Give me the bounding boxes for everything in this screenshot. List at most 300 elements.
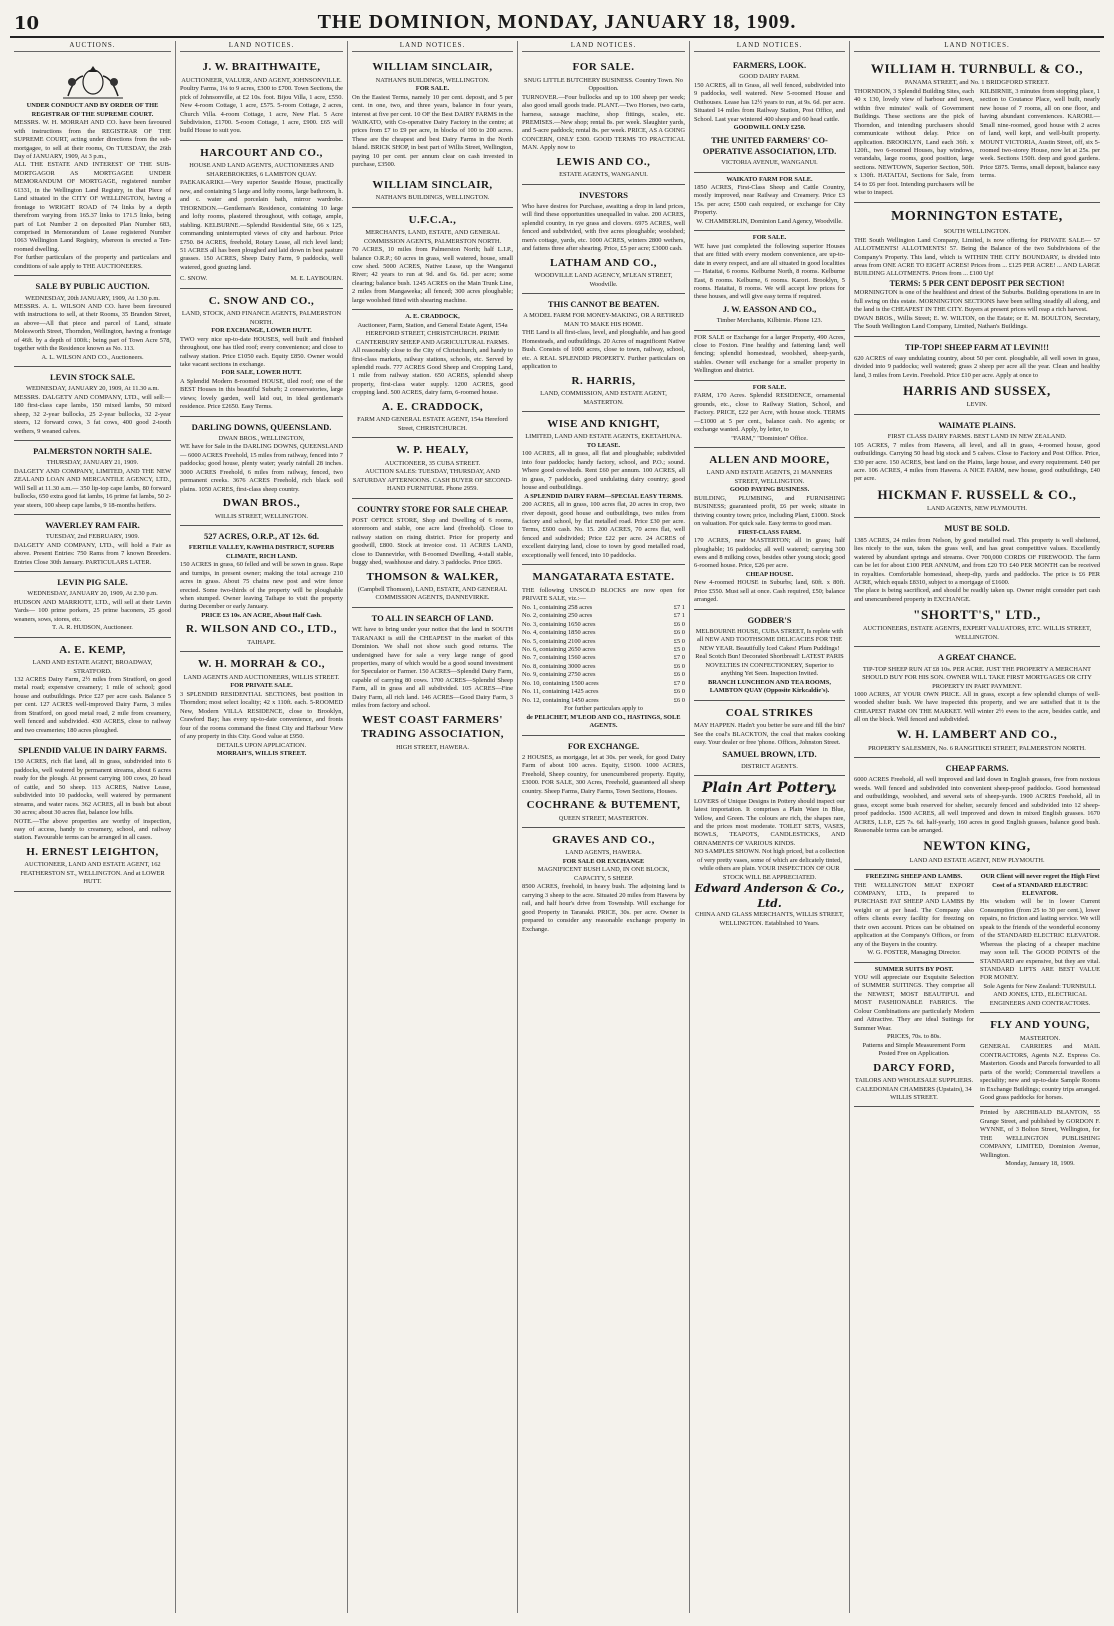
ad-body: GENERAL CARRIERS and MAIL CONTRACTORS, Agents N.Z. Express Co. Masterton. Goods and Parcels forwarded to all parts of the world; Commercial travellers a speciality; new and up-to-date Sample Rooms in Exchange Buildings; country trips arranged. Good grass paddocks for horses.	[980, 1043, 1100, 1101]
ad-heading: UNDER CONDUCT AND BY ORDER OF THE REGISTRAR OF THE SUPREME COURT.	[26, 102, 159, 118]
ad-body: WE have just completed the following superior Houses that are fitted with every modern convenience, are up-to-date in every respect, and are all situated in good localities— Hataitai, 6 rooms. Kelburne North, 8 rooms. Kelburne East, 8 rooms. Kelburne, 6 rooms. Karori. Brooklyn, 5 rooms. Hataitai, 8 rooms. We will accept low prices for these houses, and will give easy terms if required.	[694, 242, 845, 301]
ad-allen-moore	[694, 448, 845, 610]
advertiser-name: A. E. CRADDOCK,	[405, 313, 460, 321]
ad-body: 150 ACRES, rich flat land, all in grass, subdivided into 6 paddocks, well watered by permanent streams, about 6 acres ready for the plough. At present carrying 100 cows, 20 head of cattle, and 50 sheep. 113 ACRES, Native Lease, subdivided into 10 paddocks, well watered by permanent streams, and water races. 362 ACRES, all in bush but about 30 acres; about 30 acres flat, balance low hills.	[14, 758, 171, 817]
ad-body: MESSRS. W. H. MORRAH AND CO. have been favoured with instructions from the REGISTRAR OF THE SUPREME COURT, acting under directions from the sub-mortgagee, to sell at their rooms, On TUESDAY, the 26th Day of JANUARY, 1909, At 3 p.m.,	[14, 119, 171, 160]
ad-dairy-farms	[14, 740, 171, 892]
ad-body: 70 ACRES, 10 miles from Palmerston North; half L.I.P., balance O.R.P.; 60 acres in grass, well watered, house, small cow shed. 5000 ACRES, Native Lease, up the Wanganui River; 42 years to run at 9d. and 6s. 6d. per acre; some clearing; balance bush. 1245 ACRES on the Main Trunk Line, 2 miles from Mangaweka; all fenced; 300 acres ploughable; large woolshed fitted with shearing machine.	[352, 246, 513, 304]
block-label: No. 4, containing 1850 acres	[522, 629, 596, 637]
block-label: No. 7, containing 1560 acres	[522, 654, 596, 662]
block-label: No. 9, containing 2750 acres	[522, 671, 596, 679]
advertiser-address: AUCTIONEER, LAND AND ESTATE AGENT, 162 FEATHERSTON ST., WELLINGTON. And at LOWER HUTT.	[20, 861, 165, 886]
ad-waikato-farm	[694, 173, 845, 232]
advertiser-name: SAMUEL BROWN, LTD.	[722, 749, 817, 760]
column-land-notices-3	[518, 41, 690, 1613]
ad-levin-pig-sale	[14, 572, 171, 637]
ad-signature: de PELICHET, M'LEOD AND CO., HASTINGS, SOLE AGENTS.	[526, 713, 681, 730]
ad-ufca	[352, 208, 513, 311]
ad-graves	[522, 828, 685, 938]
ad-foxton-exchange	[694, 331, 845, 381]
ad-heading: SUMMER SUITS BY POST.	[874, 965, 954, 973]
ad-signature: A. L. WILSON AND CO., Auctioneers.	[41, 353, 144, 361]
ad-mornington	[854, 203, 1100, 337]
ad-agents: DWAN BROS., Willis Street; E. W. WILTON, on the Estate; or E. M. BOULTON, Secretary, The South Wellington Land Company, Limited, Nathan's Buildings.	[854, 314, 1100, 331]
ad-body: 1000 ACRES, AT YOUR OWN PRICE. All in grass, except a few splendid clumps of well-wooded shelter bush. We have inspected this property, and we are satisfied that it is the CHEAPEST FARM ON THE MARKET. Will winter 2½ ewes to the acre, besides cattle, and all on the block. Well fenced and subdivided.	[854, 690, 1100, 724]
ad-levin-sheep	[854, 337, 1100, 415]
ad-body: THE WELLINGTON MEAT EXPORT COMPANY, LTD., Is prepared to PURCHASE FAT SHEEP AND LAMBS By weight or at per head. The Company also offers clients every facility for freezing on their own account. Prices can be obtained on application at the Company's Offices, or from any of the Buyers in the country.	[854, 881, 974, 948]
advertiser-name: J. W. EASSON AND CO.,	[722, 303, 817, 314]
advertiser-address: TAILORS AND WHOLESALE SUPPLIERS. CALEDONIAN CHAMBERS (Upstairs), 34 WILLIS STREET.	[854, 1077, 974, 1101]
advertiser-name: R. WILSON AND CO., LTD.,	[185, 623, 338, 636]
advertiser-address: LAND AGENTS AND AUCTIONEERS, WILLIS STREET.	[183, 673, 340, 681]
advertiser-name: MANGATARATA ESTATE.	[532, 571, 675, 584]
ad-footer: DETAILS UPON APPLICATION.	[216, 741, 307, 749]
block-label: No. 3, containing 1650 acres	[522, 620, 596, 628]
ad-heading: LEVIN PIG SALE.	[57, 577, 128, 588]
ad-body: HUDSON AND MARRIOTT, LTD., will sell at their Levin Yards— 100 prime porkers, 25 prime baconers, 25 good weaners, sows, stores, etc.	[14, 598, 171, 623]
advertiser-name: WILLIAM H. TURNBULL & CO.,	[870, 61, 1084, 77]
ad-must-be-sold	[854, 518, 1100, 647]
ad-heading: OUR Client will never regret the High First Cost of a STANDARD ELECTRIC ELEVATOR.	[980, 873, 1100, 897]
advertiser-address: AUCTIONEER, 35 CUBA STREET.	[384, 459, 481, 467]
ad-darling-downs	[180, 417, 343, 526]
ad-signature: W. CHAMBERLIN, Dominion Land Agency, Woodville.	[696, 217, 843, 225]
ad-body: WE have for Sale in the DARLING DOWNS, QUEENSLAND— 6000 ACRES Freehold, 15 miles from railway, fenced into 7 paddocks; good house, plenty water; yearly rainfall 28 inches. 3000 ACRES Freehold, 6 miles from railway, fenced, two permanent creeks. 3676 ACRES Freehold, rich black soil plains. 1050 ACRES, first-class sheep country.	[180, 443, 343, 493]
ad-heading: MAGNIFICENT BUSH LAND, IN ONE BLOCK, CAPACITY, 5 SHEEP.	[537, 866, 670, 882]
ad-body: 8500 ACRES, freehold, in heavy bush. The adjoining land is carrying 3 sheep to the acre. Situated 20 miles from Hawera by rail, and half hour's drive from Township. Will exchange for good Property in Taranaki. PRICE, 30s. per acre. Owner is prepared to consider any reasonable exchange property in Exchange.	[522, 883, 685, 933]
table-row	[522, 697, 685, 705]
ad-date: TUESDAY, 2nd FEBRUARY, 1909.	[45, 533, 140, 541]
ad-body: YOU will appreciate our Exquisite Selection of SUMMER SUITINGS. They comprise all the NEWEST, MOST BEAUTIFUL and MOST FASHIONABLE FABRICS. The Colour Combinations are particularly Modern and Attractive. They are ideal Suitings for Summer Wear.	[854, 974, 974, 1032]
advertiser-address: LAND AND ESTATE AGENT, NEW PLYMOUTH.	[909, 856, 1045, 864]
ad-snow	[180, 289, 343, 417]
advertiser-name: THOMSON & WALKER,	[366, 570, 499, 583]
table-row	[522, 621, 685, 629]
block-price: £7 0	[673, 679, 685, 687]
ad-body: 105 ACRES, 7 miles from Hawera, all level, and all in grass, 4-roomed house, good outbuildings. Carrying 50 head big stock and 5 calves. Close to Factory and Post Office. Price, £30 per acre. 150 ACRES, best land on the Plains, large house, and every requirement. £40 per acre. 106 ACRES, 4 miles from Hawera. A NICE FARM, new house, good outbuildings, £40 per acre.	[854, 441, 1100, 483]
ad-butchery	[522, 55, 685, 185]
advertiser-name: NEWTON KING,	[923, 838, 1031, 854]
ad-wise-knight	[522, 412, 685, 565]
ad-footer: BRANCH LUNCHEON AND TEA ROOMS, LAMBTON QUAY (Opposite Kirkcaldie's).	[708, 678, 831, 695]
table-row	[522, 646, 685, 654]
ad-body: MESSRS. A. L. WILSON AND CO. have been favoured with instructions to sell, at their Rooms, 35 Brandon Street, as above—All that piece and parcel of Land, situate Molesworth Street, Thorndon, Wellington, having a frontage of 46ft. by a depth of 100ft.; being part of Town Acre 578, together with the Residence known as No. 113.	[14, 302, 171, 353]
ad-harcourt	[180, 141, 343, 289]
ad-subhead-2: FOR SALE, LOWER HUTT.	[221, 369, 302, 377]
block-price: £6 0	[673, 629, 685, 637]
blocks-table	[522, 604, 685, 705]
advertiser-name: Edward Anderson & Co., Ltd.	[694, 882, 845, 910]
ad-body: PAEKAKARIKI.—Very superior Seaside House, practically new, and containing 5 large and lofty rooms, large bathroom, h. and c. water and porcelain bath, mirror wardrobe. THORNDON.—Gentleman's Residence, containing 10 large and lofty rooms, plastered throughout, with cottage, ample, stabling. KELBURNE.—Splendid Residential Site, 66 x 125, commanding uninterrupted views of city and harbour. Price £750. 84 ACRES, freehold, Rotary Lease, all rich level land; 51 ACRES all has been ploughed and laid down in best pasture grasses. 150 ACRES, Sheep Dairy Farm, 9 paddocks, well watered, good grazing land.	[180, 179, 343, 271]
ad-heading: MORNINGTON ESTATE,	[891, 208, 1063, 224]
ad-body-2: ALL THE ESTATE AND INTEREST OF THE SUB-MORTGAGOR AS MORTGAGEE UNDER MEMORANDUM OF MORTGAGE, registered number 61331, in the Wellington Land Registry, in that Piece of Land situated in the CITY OF WELLINGTON, having a frontage to WRIGHT ROAD of 74 links by a depth therefrom varying from 165.37 links to 171.5 links, being part of Lot Number 2 on deposited Plan Number 683, comprised in Memorandum of Lease registered Number 1063 Wellington Land Registry, whereon is erected a Ten-roomed dwelling.	[14, 161, 171, 253]
block-label: No. 1, containing 258 acres	[522, 603, 593, 611]
ad-body: On the Easiest Terms, namely 10 per cent. deposit, and 5 per cent. in one, two, and three years, balance in four years, interest at five per cent. 10 OF the Best DAIRY FARMS in the WAIKATO, with Co-operative Dairy Factory in the centre; at prices from £7 to £9 per acre, in blocks of 100 to 200 acres. These are the cheapest and best Dairy Farms in the North Island. BRICK SHOP, in best part of Willis Street, Wellington, paying 10 per cent. per annum clear on cash invested in purchase, £3500.	[352, 93, 513, 169]
ad-wilson-sale	[14, 276, 171, 367]
ad-levin-stock	[14, 367, 171, 441]
ad-footer: The place is being sacrificed, and should be readily taken up. Owner might consider part cash and unencumbered property in EXCHANGE.	[854, 587, 1100, 603]
ad-body: MELBOURNE HOUSE, CUBA STREET, Is replete with all NEW AND TOOTHSOME DELICACIES FOR THE NEW YEAR. Beautifully Iced Cakes! Plum Puddings! Real Scotch Bun! Decorated Shortbread! LATEST PARIS NOVELTIES IN CONFECTIONERY, Superior to anything Yet Seen. Inspection Invited.	[695, 627, 844, 678]
ad-signature: MORRAH'S, WILLIS STREET.	[216, 749, 307, 757]
ad-subhead-3: CHEAP HOUSE.	[745, 570, 794, 578]
advertiser-address: WOODVILLE LAND AGENCY, M'LEAN STREET, Woodville.	[534, 272, 673, 288]
advertiser-address: FARM AND GENERAL ESTATE AGENT, 154a Hereford Street, CHRISTCHURCH.	[357, 416, 508, 432]
ad-subhead-2: A SPLENDID DAIRY FARM—SPECIAL EASY TERMS.	[524, 492, 683, 500]
ad-footer: For further particulars apply to	[564, 705, 643, 713]
table-row	[522, 654, 685, 662]
ad-mangatarata	[522, 565, 685, 735]
ad-subhead-2: FIRST-CLASS FARM.	[738, 528, 801, 536]
advertiser-name-2: WILLIAM SINCLAIR,	[372, 178, 493, 191]
advertiser-name: A. E. KEMP,	[59, 643, 126, 656]
advertiser-address: LAND AND ESTATE AGENT, BROADWAY, STRATFORD.	[32, 659, 153, 675]
ad-body: 1850 ACRES, First-Class Sheep and Cattle Country, mostly improved, near Railway and Creamery. Price £3 15s. per acre; £500 cash required, or exchange for City Property.	[694, 183, 845, 217]
ad-body: WE have to bring under your notice that the land in SOUTH TARANAKI is still the CHEAPEST in the market of this Dominion. We shall not show such good returns. The undersigned have for sale a very large range of good properties, many of which would be a good sound investment for Speculator or Farmer. 150 ACRES—Splendid Dairy Farm, capable of carrying 80 cows. 1700 ACRES—Splendid Sheep Farm, all in grass and all subdivided. 105 ACRES—Fine Dairy Farm, all rich land. 146 ACRES—Good Dairy Farm, 3 miles from factory and school.	[352, 626, 513, 710]
column-land-notices-wide	[690, 41, 1104, 1613]
ad-body: LOVERS of Unique Designs in Pottery should inspect our latest importation. It comprises a Plain Ware in Blue, Yellow, and Green. The colours are rich, the shapes rare, and the prices most moderate. TOILET SETS, VASES, BOWLS, TEAPOTS, CANDLESTICKS, AND ORNAMENTS OF VARIOUS KINDS.	[694, 797, 845, 847]
ad-waimate-plains	[854, 415, 1100, 519]
ad-heading: WAVERLEY RAM FAIR.	[45, 520, 140, 531]
ad-body: TWO very nice up-to-date HOUSES, well built and finished throughout, one has tiled roof; every convenience; and close to railway station. Price £1050 each. Equity £850. Owner would take vacant sections in exchange.	[180, 335, 343, 369]
ad-kawhia	[180, 526, 343, 652]
table-row	[522, 629, 685, 637]
subcolumn-left	[690, 41, 850, 1613]
ad-heading: WAIKATO FARM FOR SALE.	[726, 175, 813, 183]
ad-body: 1385 ACRES, 24 miles from Nelson, by good metalled road. This property is well sheltered, lies nicely to the sun, takes the grass well, and has great competitive values. Excellently watered by abundant springs and streams. Over 700,000 CORDS OF FIREWOOD. The farm can be let for about £100 PER ANNUM, and from £20 TO £40 PER MONTH can be received in royalties. Comfortable homestead, sheep-dip, yards and paddocks. The price is £6 PER ACRE, which equals £8310, subject to a mortgage of £1600.	[854, 536, 1100, 586]
ad-heading: TO ALL IN SEARCH OF LAND.	[371, 612, 494, 623]
advertiser-name: W. H. LAMBERT AND CO.,	[896, 726, 1058, 741]
advertiser-name: R. HARRIS,	[571, 374, 636, 387]
ad-date: WEDNESDAY, JANUARY 20, 1909, At 11.30 a.m.	[25, 385, 160, 393]
ad-body: THE South Wellington Land Company, Limited, is now offering for PRIVATE SALE— 57 ALLOTMENTS! ALLOTMENTS! 57. Being the Balance of the two Subdivisions of the Company's Property. This land, which is WITHIN THE CITY BOUNDARY, is divided into areas from ONE ACRE TO EIGHT ACRES! Prices from ... £125 PER ACRE! ... AND LARGE BUILDING ALLOTMENTS. Prices from ... £100 Up!	[854, 236, 1100, 278]
ad-freezing-sheep	[854, 870, 974, 963]
ad-craddock	[352, 310, 513, 438]
advertiser-address: DISTRICT AGENTS.	[741, 762, 798, 770]
ad-body: DALGETY AND COMPANY, LIMITED, AND THE NEW ZEALAND LOAN AND MERCANTILE AGENCY, LTD., Will Sell at 11.30 a.m.— 350 lip-top cape lambs, 80 forward bullocks, 650 extra good fat lambs, 16 prime fat lambs, 50 2-year steers, 100 sheep cape lambs, 9 18-months heifers.	[14, 467, 171, 509]
advertiser-address-2: NATHAN'S BUILDINGS, WELLINGTON.	[375, 194, 490, 202]
block-price: £7 0	[673, 654, 685, 662]
signature-right: M. E. LAYBOURN.	[290, 275, 343, 283]
ad-braithwaite	[180, 55, 343, 141]
advertiser-name: W. H. MORRAH & CO.,	[197, 658, 326, 671]
ad-body: MAY HAPPEN. Hadn't you better be sure and fill the bin? See the coal's BLACKTON, the coal that makes cooking easy. Your dealer or free 'phone. Offices, Johnston Street.	[694, 722, 845, 746]
advertiser-name-2: A. E. CRADDOCK,	[381, 400, 484, 413]
page-number: 10	[14, 13, 40, 34]
ad-terms: TERMS: 5 PER CENT DEPOSIT PER SECTION!	[889, 278, 1065, 288]
ad-subhead: TO LEASE.	[586, 441, 621, 449]
block-label: No. 5, containing 2100 acres	[522, 637, 596, 645]
advertiser-name: LATHAM AND CO.,	[550, 256, 657, 269]
ad-heading: SALE BY PUBLIC AUCTION.	[35, 281, 150, 292]
advertiser-address: WILLIS STREET, WELLINGTON.	[214, 512, 308, 520]
advertiser-name: "SHORTT'S," LTD.,	[913, 607, 1041, 623]
ad-morrah	[180, 652, 343, 762]
advertiser-address: NATHAN'S BUILDINGS, WELLINGTON.	[375, 76, 490, 84]
block-price: £5 0	[673, 645, 685, 653]
ad-body: FOR SALE or Exchange for a larger Property, 490 Acres, close to Foxton. Fine healthy and fattening land; well fencing; splendid homestead, woolshed, sheep-yards, stables. Owner will exchange for a smaller property in Wellington and district.	[694, 333, 845, 375]
column-heading: LAND NOTICES.	[854, 41, 1100, 52]
ad-date: WEDNESDAY, JANUARY 20, 1909, At 2.30 p.m.	[27, 590, 158, 598]
ad-date: THURSDAY, JANUARY 21, 1909.	[46, 459, 139, 467]
ad-subhead: FOR SALE.	[415, 85, 450, 93]
advertiser-address: MERCHANTS, LAND, ESTATE, AND GENERAL COMMISSION AGENTS, PALMERSTON NORTH.	[363, 229, 502, 245]
block-label: No. 12, containing 1450 acres	[522, 696, 599, 704]
ad-palmerston-sale	[14, 441, 171, 515]
column-heading: LAND NOTICES.	[352, 41, 513, 52]
ad-date: WEDNESDAY, 20th JANUARY, 1909, At 1.30 p.m.	[25, 294, 160, 302]
block-label: No. 8, containing 3000 acres	[522, 662, 596, 670]
ad-heading: COUNTRY STORE FOR SALE CHEAP.	[357, 503, 508, 514]
ad-body: 3 SPLENDID RESIDENTIAL SECTIONS, best position in Thorndon; most select locality; 42 x 110ft. each. 5-ROOMED New, Modern VILLA RESIDENCE, close to Brooklyn, Crawford Bay; has every up-to-date convenience, and fronts four of the rooms command the finest City and Harbour View of any property in this City. Good value at £950.	[180, 690, 343, 741]
ad-subhead: FOR EXCHANGE, LOWER HUTT.	[211, 327, 312, 335]
ad-heading: FOR SALE.	[572, 61, 635, 74]
ad-footer: For further particulars of the property and particulars and conditions of sale apply to THE AUCTIONEERS.	[14, 254, 171, 270]
ad-body: MESSRS. DALGETY AND COMPANY, LTD., will sell:— 180 first-class cape lambs, 150 mixed lambs, 50 mixed sheep, 32 2-year bullocks, 25 2-year bullocks, 32 2-year steers, 12 forward cows, 3 fat cows, 400 good 2-tooth wethers, 9 weaned calves.	[14, 393, 171, 435]
ad-subhead: A MODEL FARM FOR MONEY-MAKING, OR A RETIRED MAN TO MAKE HIS HOME.	[523, 312, 684, 328]
ad-subhead: SOUTH WELLINGTON.	[943, 228, 1011, 236]
ad-heading: A GREAT CHANCE.	[937, 652, 1017, 663]
advertiser-name: HARRIS AND SUSSEX,	[903, 383, 1051, 399]
imprint	[980, 1107, 1100, 1168]
ad-subhead: SNUG LITTLE BUTCHERY BUSINESS. Country Town. No Opposition.	[524, 76, 683, 93]
advertiser-name: ALLEN AND MOORE,	[709, 453, 830, 466]
block-label: No. 10, containing 1500 acres	[522, 679, 599, 687]
advertiser-address: VICTORIA AVENUE, WANGANUI.	[721, 159, 818, 167]
column-heading: AUCTIONS.	[14, 41, 171, 52]
table-row	[522, 688, 685, 696]
ad-body: 2 HOUSES, as mortgage, let at 30s. per week, for good Dairy Farm of about 100 acres. Equity, £1900. 1000 ACRES, Freehold, Sheep country, for unencumbered property. Equity, £3000. FOR SALE, 300 Acres, Freehold, guaranteed all sheep country. Sheep Farms, Dairy Farms, Town Sections, Houses.	[522, 753, 685, 795]
ad-south-taranaki	[352, 608, 513, 756]
ad-heading: FOR SALE.	[752, 383, 787, 391]
columns	[10, 41, 1104, 1613]
advertiser-address: AUCTIONEERS, ESTATE AGENTS, EXPERT VALUATORS, ETC. WILLIS STREET, WELLINGTON.	[862, 625, 1092, 641]
ad-farmers-look	[694, 55, 845, 172]
ad-fly-young	[980, 1013, 1100, 1107]
ad-body: THE following UNSOLD BLOCKS are now open for PRIVATE SALE, viz.:—	[522, 586, 685, 603]
printer-imprint: Printed by ARCHIBALD BLANTON, 55 Grange Street, and published by GORDON F. WYNNE, of 3 Bolton Street, Wellington, for THE WELLINGTON PUBLISHING COMPANY, LIMITED, Dominion Avenue, Wellington.	[980, 1109, 1100, 1159]
advertiser-address: MASTERTON.	[1019, 1034, 1061, 1042]
ad-subhead: FOR SALE OR EXCHANGE	[562, 857, 645, 865]
ad-body-2: MORNINGTON is one of the healthiest and driest of the Suburbs. Building operations in are in full swing on this estate. MORNINGTON SECTIONS have been selling steadily all along, and the land is the CHEAPEST IN THE CITY. Buyers at present prices will reap a rich harvest.	[854, 289, 1100, 314]
table-row	[522, 638, 685, 646]
advertiser-address: QUEEN STREET, MASTERTON.	[558, 814, 649, 822]
ad-turnbull	[854, 55, 1100, 203]
column-heading: LAND NOTICES.	[694, 41, 845, 52]
ad-subhead: GOOD PAYING BUSINESS.	[729, 486, 810, 494]
newspaper-title: THE DOMINION, MONDAY, JANUARY 18, 1909.	[317, 11, 797, 33]
block-price: £7 1	[673, 603, 685, 611]
ad-note: NOTE.—The above properties are worthy of inspection, easy of access, handy to creamery, school, and railway station. Favourable terms can be arranged in all cases.	[14, 817, 171, 842]
ad-subhead: Auctioneer, Farm, Station, and General Estate Agent, 154a HEREFORD STREET, CHRISTCHURCH. PRIME CANTERBURY SHEEP AND AGRICULTURAL FARMS.	[355, 321, 510, 346]
ad-footer: NO SAMPLES SHOWN. Not high priced, but a collection of very pretty vases, some of which are delicately tinted, while others are plain. YOUR INSPECTION OF OUR STOCK WILL BE APPRECIATED.	[694, 848, 845, 881]
advertiser-address: LAND, STOCK, AND FINANCE AGENTS, PALMERSTON NORTH.	[181, 310, 342, 326]
ad-price: PRICE £3 10s. AN ACRE, About Half Cash.	[201, 611, 322, 619]
column-land-notices-2	[348, 41, 518, 1613]
ad-heading: FOR SALE.	[752, 234, 787, 242]
advertiser-address: PROPERTY SALESMEN, No. 6 RANGITIKEI STREET, PALMERSTON NORTH.	[868, 744, 1086, 752]
ad-coal-strikes	[694, 701, 845, 777]
ad-heading: Plain Art Pottery.	[702, 780, 837, 797]
ad-easson	[694, 231, 845, 330]
column-auctions	[10, 41, 176, 1613]
ad-subhead: TIP-TOP SHEEP RUN AT £8 10s. PER ACRE. JUST THE PROPERTY A MERCHANT SHOULD BUY FOR HIS SON. OWNER WILL TAKE FIRST MORTGAGES OR CITY PROPERTY IN PART PAYMENT.	[862, 665, 1092, 690]
ad-great-chance	[854, 647, 1100, 758]
ad-heading: PALMERSTON NORTH SALE.	[33, 446, 152, 457]
ad-body: 150 ACRES, all in Grass, all well fenced, subdivided into 9 paddocks, well watered. New 5-roomed House and Outhouses. Lease has 12½ years to run, at 9s. 6d. per acre. Situated 14 miles from Railway Station, Post Office, and School. Last year wintered 400 sheep and 60 head cattle.	[694, 81, 845, 123]
ad-heading: TIP-TOP! SHEEP FARM AT LEVIN!!!	[905, 341, 1049, 352]
ad-signature: W. G. FOSTER, Managing Director.	[867, 949, 961, 957]
advertiser-address: Timber Merchants, Kilbirnie. Phone 123.	[716, 317, 823, 325]
ad-subhead: FERTILE VALLEY, KAWHIA DISTRICT, SUPERB CLIMATE, RICH LAND.	[188, 544, 335, 560]
ad-signature: Sole Agents for New Zealand: TURNBULL AND JONES, LTD., ELECTRICAL ENGINEERS AND CONTRACTORS.	[983, 982, 1097, 1007]
table-row	[522, 680, 685, 688]
ad-heading: CHEAP FARMS.	[945, 763, 1009, 774]
ad-body: TURNOVER.—Four bullocks and up to 100 sheep per week; also good small goods trade. PLANT.—Two Horses, two carts, harness, sausage machine, shop fittings, scales, etc. PREMISES.—New shop; rental 8s. per week. Slaughter yards, and 5-acre paddock; rental 8s. per week. PRICE, AS A GOING CONCERN, ONLY £300. GOOD TERMS TO PRACTICAL MAN. Apply now to	[522, 93, 685, 152]
advertiser-name: H. ERNEST LEIGHTON,	[26, 845, 159, 858]
ad-heading: COAL STRIKES	[725, 706, 814, 719]
ad-model-farm	[522, 294, 685, 412]
ad-body: All reasonably close to the City of Christchurch, and handy to first-class markets, railway stations, schools, etc. Served by splendid roads. 777 ACRES Good Sheep and Cropping Land, 1 mile from railway station. 650 ACRES, splendid sheep property, first-class water supply. 1200 ACRES, good cropping land. 500 ACRES, dairy farm, 6-roomed house.	[352, 347, 513, 397]
column-land-notices-1	[176, 41, 348, 1613]
ad-body-right: KILBIRNIE, 3 minutes from stopping place, 1 section to Coutance Place, well built, nearly new house of 7 rooms, all on one floor, and having abundant conveniences. KARORI.—Small nine-roomed, good house with 2 acres of land, well kept, and well-built property. MOUNT VICTORIA, Austin Street, off, six 5-roomed two-storey House, now let at 25s. per week. Sections 150ft. deep and good gardens. Price £875. Terms, small deposit, balance easy terms.	[980, 87, 1100, 180]
ad-body: DALGETY AND COMPANY, LTD., will hold a Fair as above. Present Entries: 750 Rams from 7 known Breeders. Entries Close 30th January. PARTICULARS LATER.	[14, 541, 171, 566]
advertiser-address: PANAMA STREET, and No. 1 BRIDGFORD STREET.	[904, 79, 1050, 87]
advertiser-name: THE UNITED FARMERS' CO-OPERATIVE ASSOCIATION, LTD.	[702, 134, 837, 156]
ad-heading: WAIMATE PLAINS.	[938, 419, 1016, 430]
bottom-ads-left	[854, 870, 974, 1169]
ad-body: AUCTION SALES: TUESDAY, THURSDAY, AND SATURDAY AFTERNOONS. CASH BUYER OF SECOND-HAND FURNITURE. Phone 2959.	[352, 468, 513, 493]
ad-body: 620 ACRES of easy undulating country, about 50 per cent. ploughable, all well sown in grass, divided into 9 paddocks; well watered; grass 2 sheep per acre all the year. Clean and healthy land, 3 miles from Levin. Freehold. Price £10 per acre. Apply at once to	[854, 354, 1100, 379]
ad-heading: LEVIN STOCK SALE.	[49, 372, 136, 383]
table-row	[522, 604, 685, 612]
ad-cheap-farms	[854, 758, 1100, 870]
advertiser-name: HICKMAN F. RUSSELL & CO.,	[877, 486, 1077, 502]
ad-heading: SPLENDID VALUE IN DAIRY FARMS.	[18, 745, 167, 756]
ad-standard-elevator	[980, 870, 1100, 1013]
bottom-ads	[854, 870, 1100, 1169]
table-row	[522, 671, 685, 679]
subcolumn-right	[850, 41, 1104, 1613]
ad-body-2: 170 ACRES, near MASTERTON; all in grass; half ploughable; 16 paddocks; all well watered; carrying 300 ewes and 8 milking cows, besides other young stock; good 6-roomed house. Price, £26 per acre.	[694, 537, 845, 570]
ad-body: POST OFFICE STORE, Shop and Dwelling of 6 rooms, storeroom and stable, one acre land (freehold). Close to railway station on rising district. Price for property and goodwill, £800. Stock at invoice cost. 11 ACRES LAND, close to Dannevirke, with 8-roomed Dwelling, 4-stall stable, buggy shed, washhouse and dairy. 3 paddocks. Price £865.	[352, 516, 513, 567]
newspaper-page	[10, 6, 1104, 1616]
block-label: No. 6, containing 2650 acres	[522, 645, 596, 653]
ad-body: Poultry Farms, 1¼ to 9 acres, £300 to £700. Town Sections, the pick of Johnsonville, at £2 10s. foot. Bijou Villa, 1 acre, £550. New 4-room Cottage, 1 acre, £575. 5-room Cottage, 2 acres, Church Villa. 4-room Cottage, 1 acre, New Flat. 5 Acre Subdivision, £1700. 5-room Cottage, 1 acre, £900. £65 will build House to suit you.	[180, 85, 343, 135]
ad-body: 150 ACRES in grass, 60 felled and will be sown in grass. Rape and turnips, in present owner; making the total acreage 210 acres in grass. About 75 chains new post and wire fence erected. Some two-thirds of the property will be ploughable when stumped. Owner leaving Taihape to visit the property during December or early January.	[180, 561, 343, 611]
ad-investors	[522, 185, 685, 294]
ad-body: 100 ACRES, all in grass, all flat and ploughable; subdivided into four paddocks; handy factory, school, and P.O.; sound. Where good cowsheds. Rent £60 per annum. 100 ACRES, all in grass, 7 paddocks, good undulating dairy country; good house and outbuildings.	[522, 450, 685, 492]
block-price: £6 0	[673, 620, 685, 628]
ad-body-left: THORNDON, 3 Splendid Building Sites, each 40 x 130, lovely view of harbour and town, within five minutes' walk of Government Buildings. These sections are the pick of Thorndon, and intending purchasers should communicate without delay. Price on application. BROOKLYN, Land each 36ft. x 120ft., two 6-roomed Houses, bay windows, verandahs, large rooms, good position, large sections. NEWTOWN, Superior Section, 50ft. x 130ft. HATAITAI, Sections for Sale, from £4 to £6 per foot. Intending purchasers will be wise to inspect.	[854, 87, 974, 197]
ad-footer: Patterns and Simple Measurement Form Posted Free on Application.	[862, 1041, 966, 1058]
advertiser-address: LAND AGENTS, NEW PLYMOUTH.	[927, 505, 1027, 513]
advertiser-name: U.F.C.A.,	[408, 213, 457, 226]
block-price: £6 0	[673, 662, 685, 670]
column-heading: LAND NOTICES.	[522, 41, 685, 52]
advertiser-address: ESTATE AGENTS, WANGANUI.	[559, 171, 648, 179]
ad-subhead: GOOD DAIRY FARM.	[739, 73, 800, 81]
advertiser-name: LEWIS AND CO.,	[556, 155, 651, 168]
ad-body: 6000 ACRES Freehold, all well improved and laid down in English grasses, free from noxious weeds. Well fenced and subdivided into convenient sheep-proof paddocks. Good homestead and outbuildings, woolshed, and several sets of sheep-yards. 1900 ACRES Freehold, all in grass, except some bush reserved for shelter, securely fenced and subdivided into 12 sheep-proof paddocks. 1500 ACRES, all well improved and down in mixed English grasses. 1670 ACRES, L.I.P., £25 7s. 6d. half-yearly, 160 acres in good English grasses, balance good bush. Reasonable terms can be arranged.	[854, 776, 1100, 834]
ad-kemp	[14, 638, 171, 741]
ad-body-3: New 4-roomed HOUSE in Suburbs; land, 60ft. x 80ft. Price £550. Must sell at once. Cash required, £50; balance arranged.	[694, 579, 845, 604]
block-price: £6 0	[673, 671, 685, 679]
advertiser-name: HARCOURT AND CO.,	[200, 146, 323, 159]
ad-body: Who have desires for Purchase, awaiting a drop in land prices, will find these opportunities unequalled in value. 200 ACRES, splendid country, in rye grass and clovers. 6975 ACRES, well fenced and subdivided, with five acres ploughable; woolshed; men's cottage, yards, etc. 1000 ACRES, winters 2800 wethers, and fattens three after shearing. Price, £5 per acre; £3000 cash.	[522, 203, 685, 253]
advertiser-name: W. P. HEALY,	[396, 444, 469, 457]
block-price: £5 0	[673, 637, 685, 645]
advertiser-name: WISE AND KNIGHT,	[547, 417, 660, 430]
ad-signature: "FARM," "Dominion" Office.	[731, 434, 808, 442]
ad-registrar-sale	[14, 55, 171, 276]
ad-heading: FOR EXCHANGE.	[567, 740, 640, 751]
advertiser-address: LAND AGENTS, HAWERA.	[565, 849, 642, 857]
block-price: £7 1	[673, 612, 685, 620]
ad-subhead: FIRST CLASS DAIRY FARMS. BEST LAND IN NEW ZEALAND.	[887, 433, 1067, 441]
ad-signature: T. A. R. HUDSON, Auctioneer.	[52, 624, 133, 632]
ad-heading: FARMERS, LOOK.	[732, 60, 807, 71]
advertiser-name: J. W. BRAITHWAITE,	[202, 61, 321, 74]
advertiser-address: HOUSE AND LAND AGENTS, AUCTIONEERS AND SHAREBROKERS, 6 LAMBTON QUAY.	[189, 162, 334, 178]
ad-heading: 527 ACRES, O.R.P., AT 12s. 6d.	[203, 531, 320, 542]
ad-body: 132 ACRES Dairy Farm, 2½ miles from Stratford, on good metal road; expensive creamery; 1 mile of school; good house and outbuildings. Price £27 per acre cash. Balance 5 per cent. 127 ACRES well-improved Dairy Farm, 3 miles from Stratford, on good metal road, 2 mile from creamery, well fenced and subdivided. 430 ACRES, close to railway and two creameries; 180 acres ploughed.	[14, 675, 171, 734]
ad-subhead: DWAN BROS., WELLINGTON,	[218, 434, 305, 442]
bottom-ads-right	[980, 870, 1100, 1169]
ad-heading: THIS CANNOT BE BEATEN.	[547, 299, 660, 310]
ad-farm-170	[694, 381, 845, 448]
ad-body: THE Land is all first-class, level, and ploughable, and has good Homesteads, and outbuildings. 20 Acres of magnificent Native Bush. Consists of 1000 acres, close to town, railway, school, etc. A REAL SPLENDID PROPERTY. Further particulars on application to	[522, 329, 685, 371]
masthead	[10, 6, 1104, 38]
advertiser-address: CHINA AND GLASS MERCHANTS, WILLIS STREET, WELLINGTON. Established 10 Years.	[695, 911, 844, 927]
advertiser-name: DARCY FORD,	[873, 1061, 955, 1074]
ad-body: His wisdom will be in lower Current Consumption (from 25 to 30 per cent.), lower repairs, no friction and lasting service. We will speak to the friends of the wonderful economy of the STANDARD ELECTRIC ELEVATOR. Whereas the placing of a cheaper machine may soon tell. The GOOD POINTS of the STANDARD are expensive, but they are vital. STANDARD LIFTS ARE BEST VALUE FOR MONEY.	[980, 898, 1100, 982]
advertiser-address: (Campbell Thomson), LAND, ESTATE, AND GENERAL COMMISSION AGENTS, DANNEVIRKE.	[357, 586, 508, 602]
ad-body-2: A Splendid Modern 8-roomed HOUSE, tiled roof; one of the BEST Houses in this beautiful Suburb; 2 conservatories, large views; lovely garden, well laid out, in ideal gentleman's residence. Price £2650. Easy Terms.	[180, 377, 343, 411]
ad-heading: DARLING DOWNS, QUEENSLAND.	[191, 421, 332, 432]
ad-country-store	[352, 499, 513, 608]
ad-price: GOODWILL ONLY £250.	[733, 124, 806, 132]
ad-subhead: FOR PRIVATE SALE.	[230, 682, 293, 690]
advertiser-name: WILLIAM SINCLAIR,	[372, 61, 493, 74]
advertiser-name: GRAVES AND CO.,	[552, 833, 655, 846]
ad-godbers	[694, 610, 845, 701]
advertiser-address: TAIHAPE.	[247, 638, 276, 646]
advertiser-name: C. SNOW AND CO.,	[208, 294, 315, 307]
ad-waverley-ram-fair	[14, 515, 171, 572]
table-row	[522, 612, 685, 620]
advertiser-name: WEST COAST FARMERS' TRADING ASSOCIATION,	[360, 713, 505, 741]
table-row	[522, 663, 685, 671]
block-price: £6 0	[673, 696, 685, 704]
imprint-date: Monday, January 18, 1909.	[1005, 1160, 1075, 1168]
block-label: No. 2, containing 250 acres	[522, 612, 593, 620]
ad-heading: MUST BE SOLD.	[944, 523, 1010, 534]
royal-crest-icon	[14, 60, 171, 100]
advertiser-address: HIGH STREET, HAWERA.	[396, 743, 469, 751]
column-heading: LAND NOTICES.	[180, 41, 343, 52]
advertiser-address: AUCTIONEER, VALUER, AND AGENT, JOHNSONVILLE.	[181, 76, 342, 84]
advertiser-address: LAND, COMMISSION, AND ESTATE AGENT, MASTERTON.	[540, 390, 667, 406]
signature-left: C. SNOW.	[180, 275, 208, 283]
advertiser-name: FLY AND YOUNG,	[990, 1019, 1090, 1032]
advertiser-name: DWAN BROS.,	[222, 497, 301, 510]
advertiser-address: LIMITED, LAND AND ESTATE AGENTS, EKETAHUNA.	[525, 433, 682, 441]
ad-healy	[352, 438, 513, 498]
block-price: £6 0	[673, 688, 685, 696]
ad-body: BUILDING, PLUMBING, and FURNISHING BUSINESS; guaranteed profit, £6 per week; situate in thriving country town; price, including Plant, £1000. Stock on valuation. For quick sale. Easy terms to good man.	[694, 494, 845, 528]
advertiser-name: GODBER'S	[747, 614, 792, 625]
ad-price: PRICES, 70s. to 80s.	[887, 1033, 941, 1041]
